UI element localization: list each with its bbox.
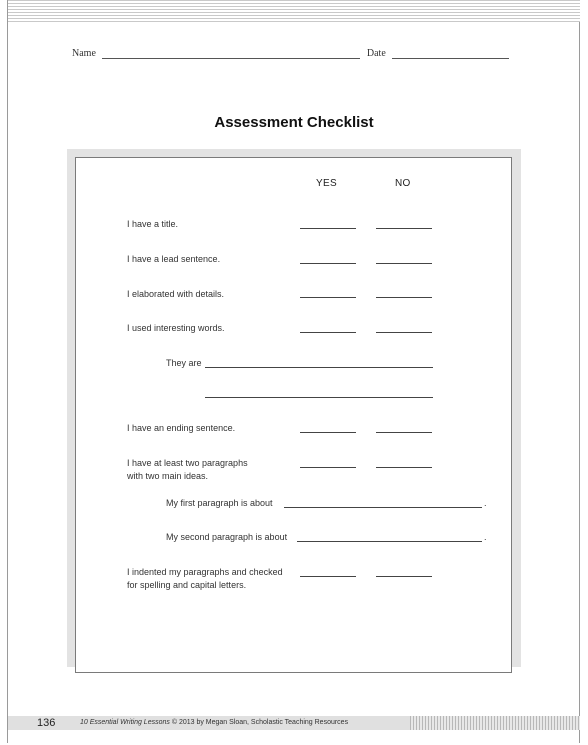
they-are-blank-1 [205,367,433,368]
item-indented-line1: I indented my paragraphs and checked [127,567,283,577]
yes-blank-words [300,332,356,333]
date-label: Date [366,48,386,59]
no-blank-paragraphs [376,467,432,468]
no-column-header: NO [395,178,411,189]
checklist-box [75,157,512,673]
no-blank-title [376,228,432,229]
item-indented-line2: for spelling and capital letters. [127,580,247,590]
name-blank [102,58,360,59]
item-lead: I have a lead sentence. [127,254,221,264]
book-title: 10 Essential Writing Lessons [80,719,170,726]
yes-blank-details [300,297,356,298]
item-details: I elaborated with details. [127,289,225,299]
yes-blank-title [300,228,356,229]
yes-column-header: YES [316,178,337,189]
footer-credit [80,719,348,726]
page-number: 136 [37,717,56,729]
page-title: Assessment Checklist [214,114,374,131]
item-first-paragraph: My first paragraph is about [166,498,273,508]
yes-blank-lead [300,263,356,264]
credit-text: © 2013 by Megan Sloan, Scholastic Teaching Resources [169,719,349,726]
yes-blank-indented [300,576,356,577]
item-they-are: They are [166,358,202,368]
item-paragraphs [127,457,248,483]
footer-stripes [410,716,580,730]
no-blank-lead [376,263,432,264]
second-paragraph-period: . [484,532,487,542]
no-blank-details [376,297,432,298]
item-paragraphs-line1: I have at least two paragraphs [127,458,248,468]
yes-blank-paragraphs [300,467,356,468]
item-paragraphs-line2: with two main ideas. [127,471,209,481]
name-date-row [72,48,509,59]
name-label: Name [72,48,96,59]
second-paragraph-blank [297,541,482,542]
no-blank-indented [376,576,432,577]
item-second-paragraph: My second paragraph is about [166,532,288,542]
no-blank-ending [376,432,432,433]
item-ending: I have an ending sentence. [127,423,236,433]
first-paragraph-period: . [484,498,487,508]
no-blank-words [376,332,432,333]
item-words: I used interesting words. [127,323,225,333]
they-are-blank-2 [205,397,433,398]
item-indented [127,566,283,592]
item-title: I have a title. [127,219,179,229]
date-blank [392,58,509,59]
first-paragraph-blank [284,507,482,508]
yes-blank-ending [300,432,356,433]
top-decorative-stripes [8,0,580,22]
